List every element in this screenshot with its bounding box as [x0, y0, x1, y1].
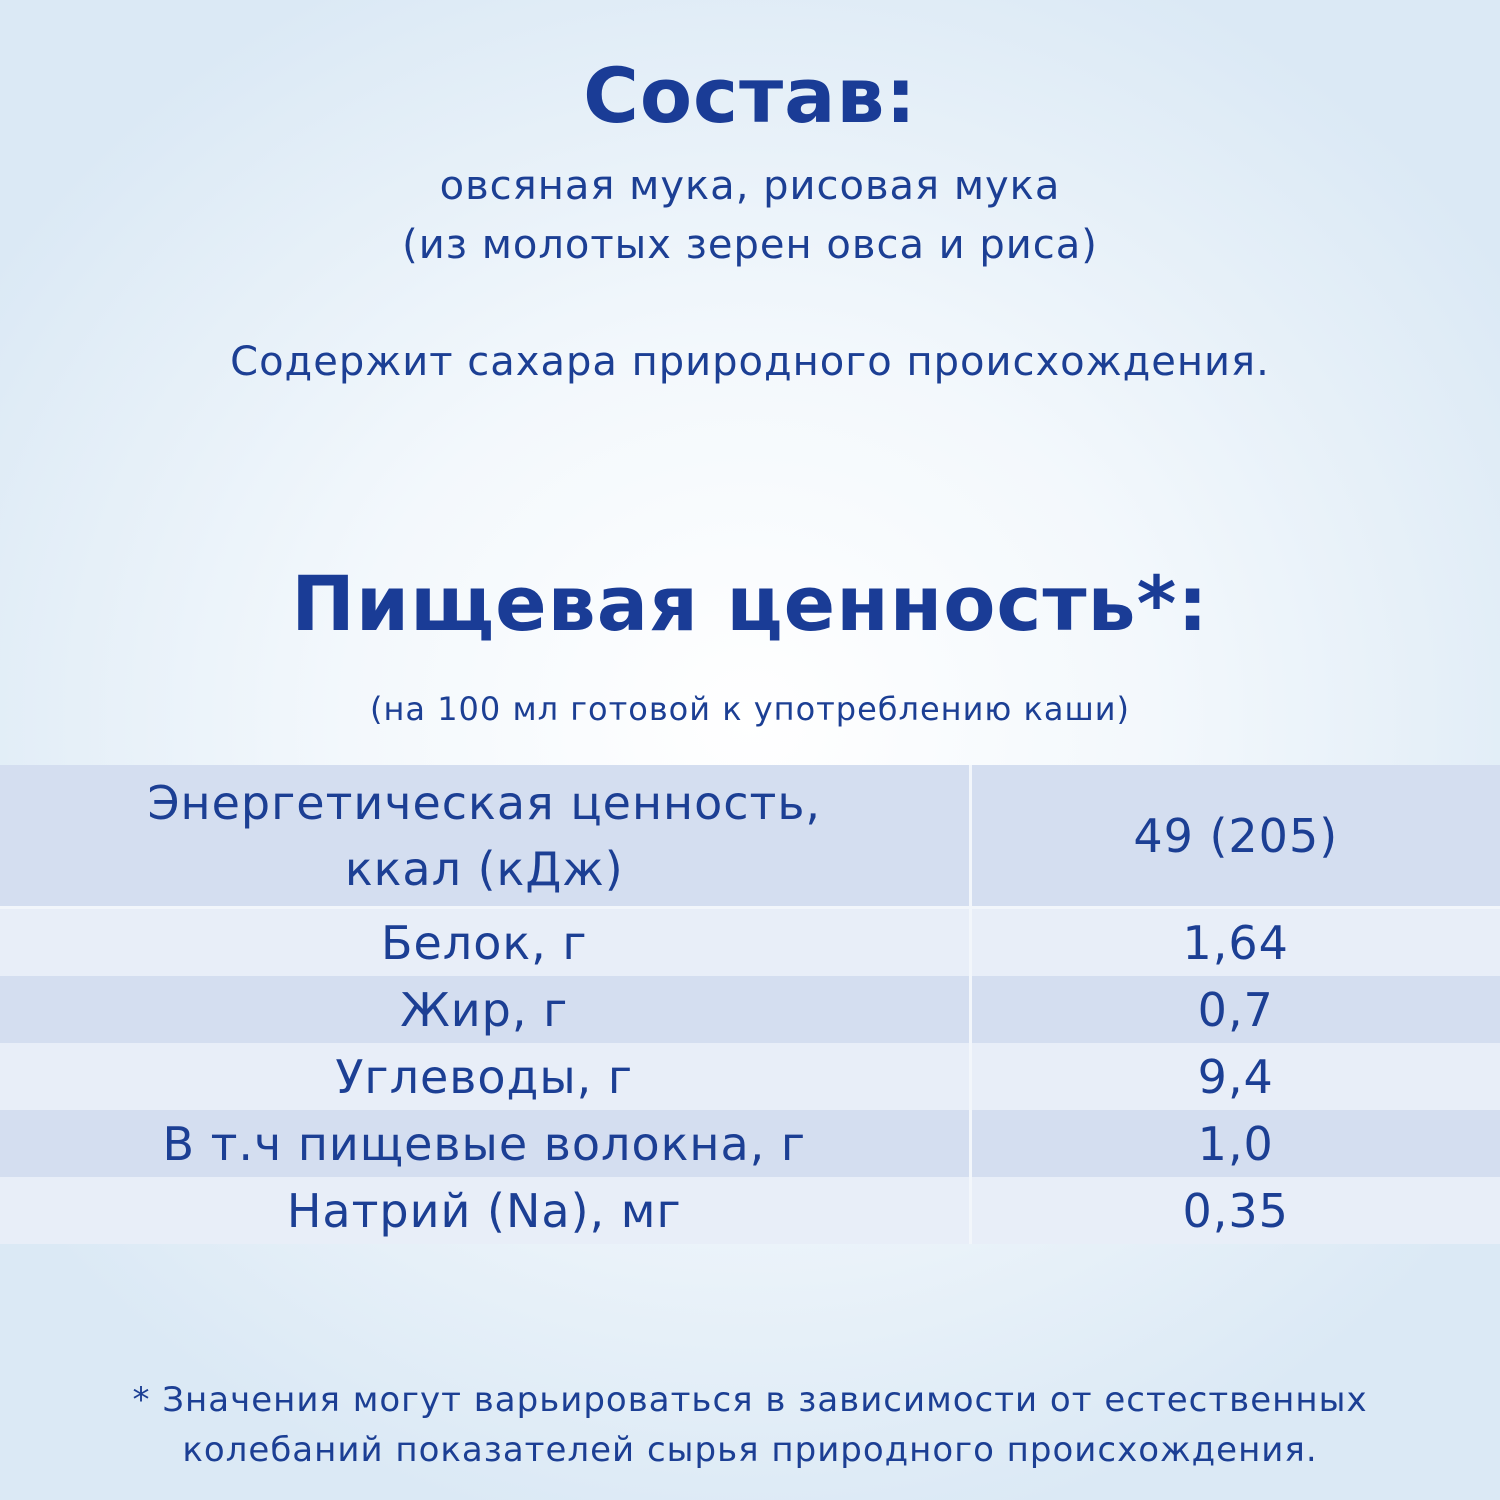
row-label: Натрий (Na), мг — [0, 1177, 970, 1244]
row-label: Жир, г — [0, 976, 970, 1043]
footnote-line-1: * Значения могут варьироваться в зависимости от естественных — [132, 1380, 1368, 1420]
nutrition-title: Пищевая ценность*: — [291, 559, 1209, 648]
row-value: 0,7 — [970, 976, 1500, 1043]
row-value: 0,35 — [970, 1177, 1500, 1244]
table-row — [0, 1043, 1500, 1110]
nutrition-table — [0, 765, 1500, 1244]
row-label-line: Энергетическая ценность, — [147, 775, 822, 830]
row-value: 49 (205) — [970, 765, 1500, 908]
row-value: 9,4 — [970, 1043, 1500, 1110]
footnote-line-2: колебаний показателей сырья природного происхождения. — [182, 1430, 1318, 1470]
row-label — [0, 765, 970, 908]
table-row — [0, 1177, 1500, 1244]
row-label: В т.ч пищевые волокна, г — [0, 1110, 970, 1177]
row-label-line: ккал (кДж) — [344, 841, 624, 896]
row-value: 1,0 — [970, 1110, 1500, 1177]
composition-title: Состав: — [583, 51, 917, 140]
nutrition-subtitle: (на 100 мл готовой к употреблению каши) — [370, 690, 1130, 728]
row-label: Белок, г — [0, 908, 970, 977]
table-row — [0, 976, 1500, 1043]
table-row — [0, 908, 1500, 977]
row-label: Углеводы, г — [0, 1043, 970, 1110]
table-row — [0, 765, 1500, 908]
row-value: 1,64 — [970, 908, 1500, 977]
table-row — [0, 1110, 1500, 1177]
ingredients-line-2: (из молотых зерен овса и риса) — [402, 222, 1098, 268]
sugar-note: Содержит сахара природного происхождения. — [230, 339, 1270, 385]
ingredients-line-1: овсяная мука, рисовая мука — [439, 163, 1061, 209]
